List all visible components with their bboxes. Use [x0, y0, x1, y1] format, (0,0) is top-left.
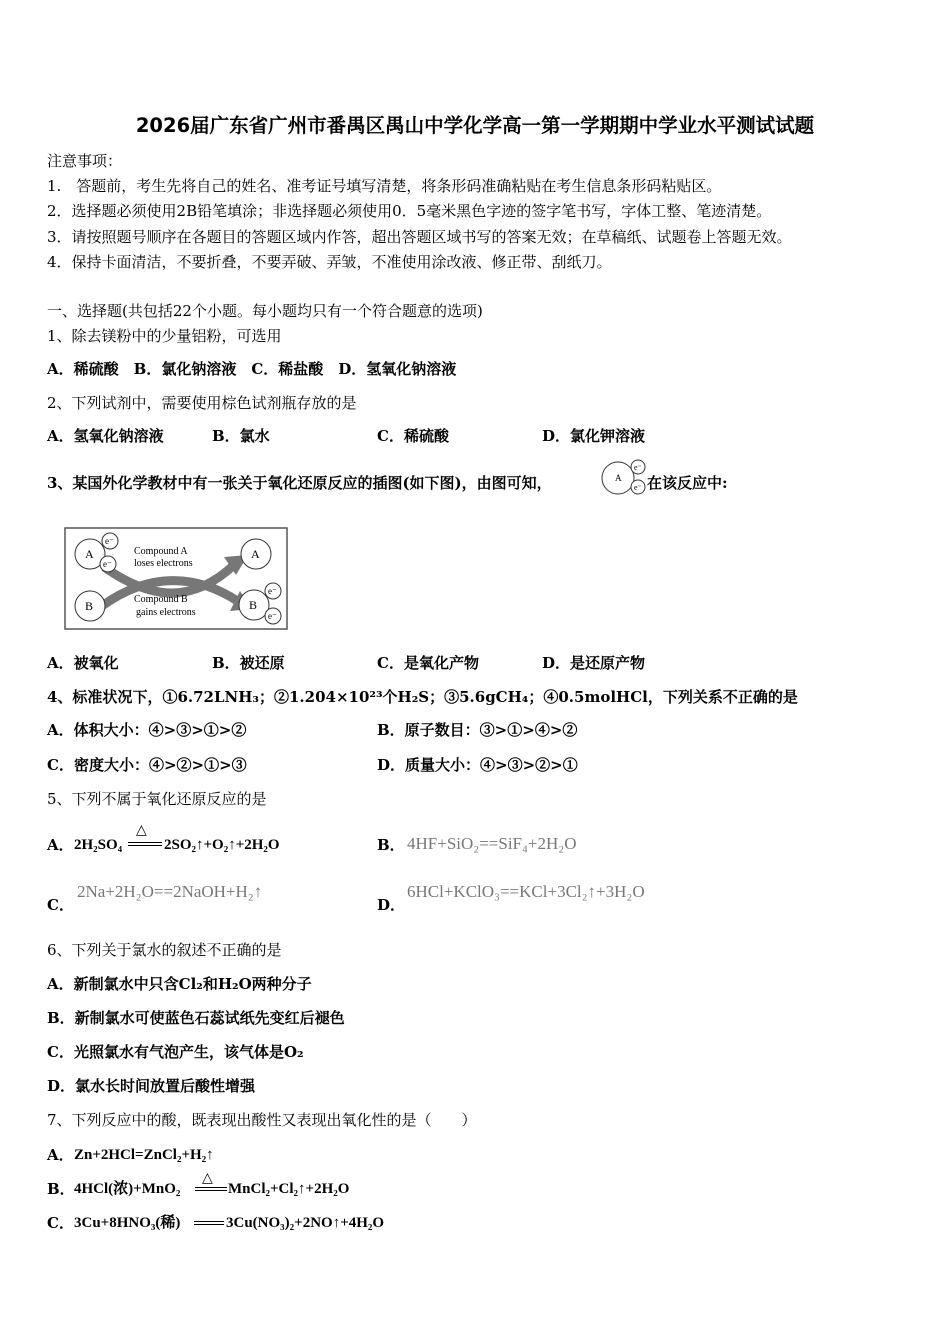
svg-text:Compound B: Compound B — [134, 594, 188, 605]
q5-eq-b: 4HF+SiO₂==SiF₄+2H₂O — [407, 834, 577, 853]
notice-item: 3．请按照题号顺序在各题目的答题区域内作答，超出答题区域书写的答案无效；在草稿纸、试题卷上答题无效。 — [47, 228, 792, 246]
question-5: 5、下列不属于氧化还原反应的是 — [47, 790, 267, 808]
q5-option-d-label: D． — [377, 896, 406, 914]
svg-text:e⁻: e⁻ — [268, 586, 277, 596]
svg-text:A: A — [85, 547, 94, 561]
q7-eq-a: Zn+2HCl=ZnCl₂+H₂↑ — [74, 1147, 214, 1163]
q2-option-c: C．稀硫酸 — [377, 427, 449, 445]
notice-item: 4．保持卡面清洁，不要折叠，不要弄破、弄皱，不准使用涂改液、修正带、刮纸刀。 — [47, 253, 612, 271]
q3-option-a: A．被氧化 — [47, 654, 119, 672]
q4-option-b: B．原子数目：③>①>④>② — [377, 721, 578, 739]
q4-option-d: D．质量大小：④>③>②>① — [377, 756, 578, 774]
q7-option-c-label: C． — [47, 1214, 74, 1232]
question-4: 4、标准状况下，①6.72LNH₃；②1.204×10²³个H₂S；③5.6gCH₄；④0.5molHCl，下列关系不正确的是 — [47, 688, 798, 706]
q5-option-c-label: C． — [47, 896, 74, 914]
q6-option-c: C．光照氯水有气泡产生，该气体是O₂ — [47, 1043, 304, 1061]
question-1: 1、除去镁粉中的少量铝粉，可选用 — [47, 327, 282, 345]
page-title: 2026届广东省广州市番禺区禺山中学化学高一第一学期期中学业水平测试试题 — [135, 114, 815, 137]
q7-option-a-label: A． — [47, 1146, 74, 1164]
q5-eq-c: 2Na+2H₂O==2NaOH+H₂↑ — [77, 882, 263, 901]
question-2: 2、下列试剂中，需要使用棕色试剂瓶存放的是 — [47, 394, 357, 412]
q3-option-b: B．被还原 — [212, 654, 285, 672]
notice-item: 1. 答题前，考生先将自己的姓名、准考证号填写清楚，将条形码准确粘贴在考生信息条形码粘贴区。 — [47, 177, 722, 195]
q6-option-a: A．新制氯水中只含Cl₂和H₂O两种分子 — [47, 975, 312, 993]
q7-eq-b-left: 4HCl(浓)+MnO₂ — [74, 1181, 181, 1197]
double-equals — [195, 1187, 227, 1191]
q3-option-d: D．是还原产物 — [542, 654, 646, 672]
double-equals — [128, 842, 162, 846]
svg-text:gains electrons: gains electrons — [136, 607, 196, 618]
q7-eq-c-left: 3Cu+8HNO₃(稀) — [74, 1215, 181, 1231]
notice-item: 2．选择题必须使用2B铅笔填涂；非选择题必须使用0．5毫米黑色字迹的签字笔书写，字体工整、笔迹清楚。 — [47, 202, 772, 220]
redox-diagram — [64, 527, 288, 630]
notice-heading: 注意事项： — [47, 152, 123, 170]
q2-option-b: B．氯水 — [212, 427, 270, 445]
question-7: 7、下列反应中的酸，既表现出酸性又表现出氧化性的是（ ） — [47, 1111, 477, 1129]
q4-option-c: C．密度大小：④>②>①>③ — [47, 756, 247, 774]
q2-option-a: A．氢氧化钠溶液 — [47, 427, 164, 445]
q5-eq-d: 6HCl+KClO₃==KCl+3Cl₂↑+3H₂O — [407, 882, 645, 901]
q6-option-b: B．新制氯水可使蓝色石蕊试纸先变红后褪色 — [47, 1009, 345, 1027]
q4-option-a: A．体积大小：④>③>①>② — [47, 721, 247, 739]
q5-option-b-label: B． — [377, 836, 405, 854]
q7-option-b-label: B． — [47, 1180, 75, 1198]
svg-text:B: B — [249, 598, 258, 612]
heat-symbol: △ — [136, 822, 147, 838]
svg-text:e⁻: e⁻ — [268, 611, 277, 621]
svg-text:B: B — [85, 599, 94, 613]
question-6: 6、下列关于氯水的叙述不正确的是 — [47, 941, 282, 959]
heat-symbol: △ — [202, 1170, 213, 1186]
q1-options: A．稀硫酸 B．氯化钠溶液 C．稀盐酸 D．氢氧化钠溶液 — [47, 360, 457, 378]
svg-text:A: A — [251, 547, 260, 561]
svg-text:e⁻: e⁻ — [103, 559, 112, 569]
section-heading: 一、选择题(共包括22个小题。每小题均只有一个符合题意的选项) — [47, 302, 483, 320]
q5-eq-a-left: 2H₂SO₄ — [74, 837, 123, 853]
double-equals — [194, 1221, 224, 1225]
svg-text:loses electrons: loses electrons — [134, 558, 193, 569]
svg-text:e⁻: e⁻ — [105, 536, 114, 546]
question-3-end: 在该反应中: — [647, 474, 728, 492]
inline-atom-figure — [600, 458, 648, 498]
svg-text:A: A — [615, 473, 622, 483]
q7-eq-b-right: MnCl₂+Cl₂↑+2H₂O — [228, 1181, 350, 1197]
q5-eq-a-right: 2SO₂↑+O₂↑+2H₂O — [164, 837, 280, 853]
q2-option-d: D．氯化钾溶液 — [542, 427, 646, 445]
q5-option-a-label: A． — [47, 836, 74, 854]
svg-text:e⁻: e⁻ — [634, 483, 642, 492]
q6-option-d: D．氯水长时间放置后酸性增强 — [47, 1077, 256, 1095]
q3-option-c: C．是氧化产物 — [377, 654, 479, 672]
q7-eq-c-right: 3Cu(NO₃)₂+2NO↑+4H₂O — [226, 1215, 385, 1231]
svg-text:Compound A: Compound A — [134, 546, 188, 557]
question-3: 3、某国外化学教材中有一张关于氧化还原反应的插图(如下图)，由图可知， — [47, 474, 552, 492]
svg-text:e⁻: e⁻ — [634, 463, 642, 472]
